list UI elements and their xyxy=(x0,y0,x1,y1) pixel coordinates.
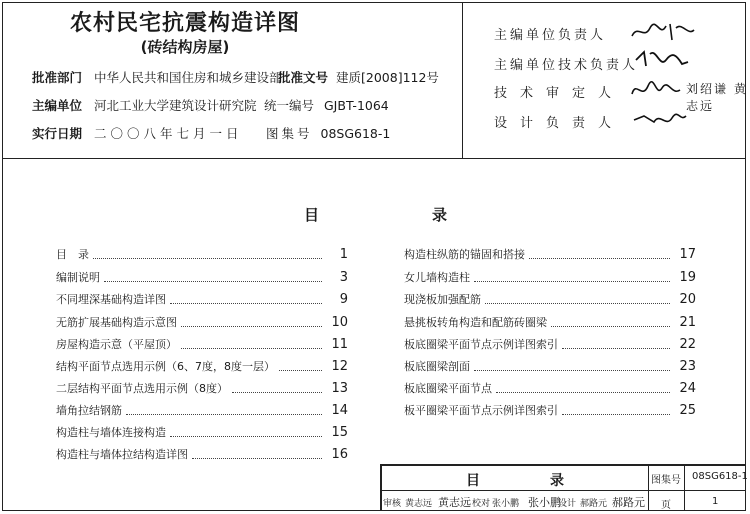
impl-date-row xyxy=(32,124,243,142)
approval-doc-label: 批准文号 xyxy=(278,70,329,85)
resp-role-1: 主编单位负责人 xyxy=(494,28,607,43)
editor-unit-label: 主编单位 xyxy=(32,98,83,113)
toc-leader xyxy=(562,414,670,415)
toc-item-text: 二层结构平面节点选用示例（8度） xyxy=(56,382,228,395)
tb-review-name: 黄志远 xyxy=(405,499,433,509)
toc-leader xyxy=(181,348,322,349)
toc-item[interactable] xyxy=(404,380,696,396)
tb-atlas-value: 08SG618-1 xyxy=(692,471,748,482)
toc-item[interactable] xyxy=(56,424,348,440)
toc-item[interactable] xyxy=(404,269,696,285)
tb-design-signature: 郝路元 xyxy=(612,496,645,509)
toc-item-text: 编制说明 xyxy=(56,271,100,284)
toc-leader xyxy=(485,303,670,304)
toc-leader xyxy=(562,348,670,349)
atlas-no-row xyxy=(266,124,390,142)
toc-item-page: 15 xyxy=(331,424,348,440)
toc-leader xyxy=(279,370,322,371)
toc-item-page: 9 xyxy=(339,291,348,307)
toc-item-text: 无筋扩展基础构造示意图 xyxy=(56,316,177,329)
toc-item-text: 墙角拉结钢筋 xyxy=(56,404,122,417)
toc-item[interactable] xyxy=(404,402,696,418)
toc-leader xyxy=(126,414,322,415)
toc-item-page: 10 xyxy=(331,314,348,330)
editor-unit-row xyxy=(32,96,257,114)
document-subtitle: (砖结构房屋) xyxy=(140,38,230,56)
tb-name-left: 目 xyxy=(466,473,480,489)
tb-page-label: 页 xyxy=(661,500,671,511)
document-title: 农村民宅抗震构造详图 xyxy=(69,11,300,36)
toc-item-text: 构造柱与墙体拉结构造详图 xyxy=(56,448,188,461)
editor-unit-value: 河北工业大学建筑设计研究院 xyxy=(94,98,257,113)
toc-item-text: 目 录 xyxy=(56,248,89,261)
toc-leader xyxy=(496,392,670,393)
tb-line-mid xyxy=(380,490,746,491)
tb-line-top xyxy=(380,464,746,466)
approval-dept-value: 中华人民共和国住房和城乡建设部 xyxy=(94,70,282,85)
title-block xyxy=(380,464,746,511)
header-divider-vertical xyxy=(462,2,463,158)
tb-check-name: 张小鹏 xyxy=(492,499,520,509)
tb-review-label: 审核 xyxy=(383,499,402,509)
tb-line-v1 xyxy=(648,464,649,511)
toc-item-page: 12 xyxy=(331,358,348,374)
toc-item-text: 板底圈梁平面节点示例详图索引 xyxy=(404,338,558,351)
toc-item[interactable] xyxy=(56,380,348,396)
toc-item-page: 20 xyxy=(679,291,696,307)
impl-date-value: 二〇〇八年七月一日 xyxy=(94,126,243,141)
toc-item-page: 14 xyxy=(331,402,348,418)
toc-item[interactable] xyxy=(404,246,696,262)
toc-item[interactable] xyxy=(404,336,696,352)
resp-role-4: 设计负责人 xyxy=(494,116,625,131)
toc-item-text: 板底圈梁平面节点 xyxy=(404,382,492,395)
toc-item-text: 现浇板加强配筋 xyxy=(404,293,481,306)
toc-item[interactable] xyxy=(56,314,348,330)
toc-item[interactable] xyxy=(56,446,348,462)
toc-item-page: 22 xyxy=(679,336,696,352)
toc-item-page: 25 xyxy=(679,402,696,418)
toc-item-text: 结构平面节点选用示例（6、7度，8度一层） xyxy=(56,360,275,373)
atlas-no-value: 08SG618-1 xyxy=(320,126,391,141)
resp-role-2: 主编单位技术负责人 xyxy=(494,58,639,73)
toc-item-page: 21 xyxy=(679,314,696,330)
toc-item-text: 构造柱纵筋的锚固和搭接 xyxy=(404,248,525,261)
tb-atlas-label: 图集号 xyxy=(651,475,681,486)
approval-doc-row xyxy=(278,68,439,86)
toc-item-text: 女儿墙构造柱 xyxy=(404,271,470,284)
signature-2-image xyxy=(632,46,692,72)
tb-design-label: 设计 xyxy=(558,499,577,509)
toc-leader xyxy=(181,326,322,327)
tb-line-v2 xyxy=(684,464,685,511)
toc-item-text: 悬挑板转角构造和配筋砖圈梁 xyxy=(404,316,547,329)
toc-leader xyxy=(192,458,322,459)
toc-leader xyxy=(529,258,670,259)
toc-item-page: 17 xyxy=(679,246,696,262)
toc-title-right: 录 xyxy=(432,206,448,224)
approval-dept-label: 批准部门 xyxy=(32,70,83,85)
tb-check-label: 校对 xyxy=(472,499,491,509)
toc-item[interactable] xyxy=(56,358,348,374)
unified-no-label: 统一编号 xyxy=(264,98,315,113)
toc-item-text: 构造柱与墙体连接构造 xyxy=(56,426,166,439)
tb-check-signature: 张小鹏 xyxy=(528,496,561,509)
toc-leader xyxy=(104,281,322,282)
toc-item-page: 1 xyxy=(339,246,348,262)
approval-doc-value: 建质[2008]112号 xyxy=(336,70,439,85)
toc-item-text: 不同埋深基础构造详图 xyxy=(56,293,166,306)
toc-leader xyxy=(170,436,322,437)
toc-item-page: 19 xyxy=(679,269,696,285)
toc-item-text: 板平圈梁平面节点示例详图索引 xyxy=(404,404,558,417)
toc-leader xyxy=(170,303,322,304)
toc-item-page: 23 xyxy=(679,358,696,374)
toc-item[interactable] xyxy=(404,358,696,374)
toc-item-text: 板底圈梁剖面 xyxy=(404,360,470,373)
toc-leader xyxy=(474,370,670,371)
toc-item-page: 24 xyxy=(679,380,696,396)
toc-leader xyxy=(474,281,670,282)
toc-item[interactable] xyxy=(56,291,348,307)
toc-item-page: 13 xyxy=(331,380,348,396)
signature-4-image xyxy=(630,106,690,130)
tb-review-signature: 黄志远 xyxy=(438,496,471,509)
toc-item[interactable] xyxy=(56,246,348,262)
toc-title-left: 目 xyxy=(304,206,320,224)
impl-date-label: 实行日期 xyxy=(32,126,83,141)
tb-page-value: 1 xyxy=(712,496,719,507)
toc-item-page: 11 xyxy=(331,336,348,352)
tb-line-left xyxy=(380,464,382,511)
toc-leader xyxy=(232,392,322,393)
toc-leader xyxy=(551,326,670,327)
toc-item-page: 16 xyxy=(331,446,348,462)
approval-dept-row xyxy=(32,68,282,86)
signature-1-image xyxy=(628,18,698,46)
toc-item[interactable] xyxy=(56,402,348,418)
toc-item[interactable] xyxy=(404,291,696,307)
header-divider-bottom xyxy=(2,158,746,159)
toc-item-page: 3 xyxy=(339,269,348,285)
toc-item[interactable] xyxy=(56,336,348,352)
resp-role-3: 技术审定人 xyxy=(494,86,625,101)
toc-item[interactable] xyxy=(404,314,696,330)
signature-3-image xyxy=(628,76,684,102)
toc-item-text: 房屋构造示意（平屋顶） xyxy=(56,338,177,351)
tb-design-name: 郝路元 xyxy=(580,499,608,509)
atlas-no-label: 图集号 xyxy=(266,126,313,141)
unified-no-row xyxy=(264,96,389,114)
tb-name-right: 录 xyxy=(550,473,564,489)
toc-item[interactable] xyxy=(56,269,348,285)
unified-no-value: GJBT-1064 xyxy=(324,98,389,113)
toc-leader xyxy=(93,258,322,259)
signature-3-second-name: 刘绍谦 黄志远 xyxy=(686,82,748,113)
